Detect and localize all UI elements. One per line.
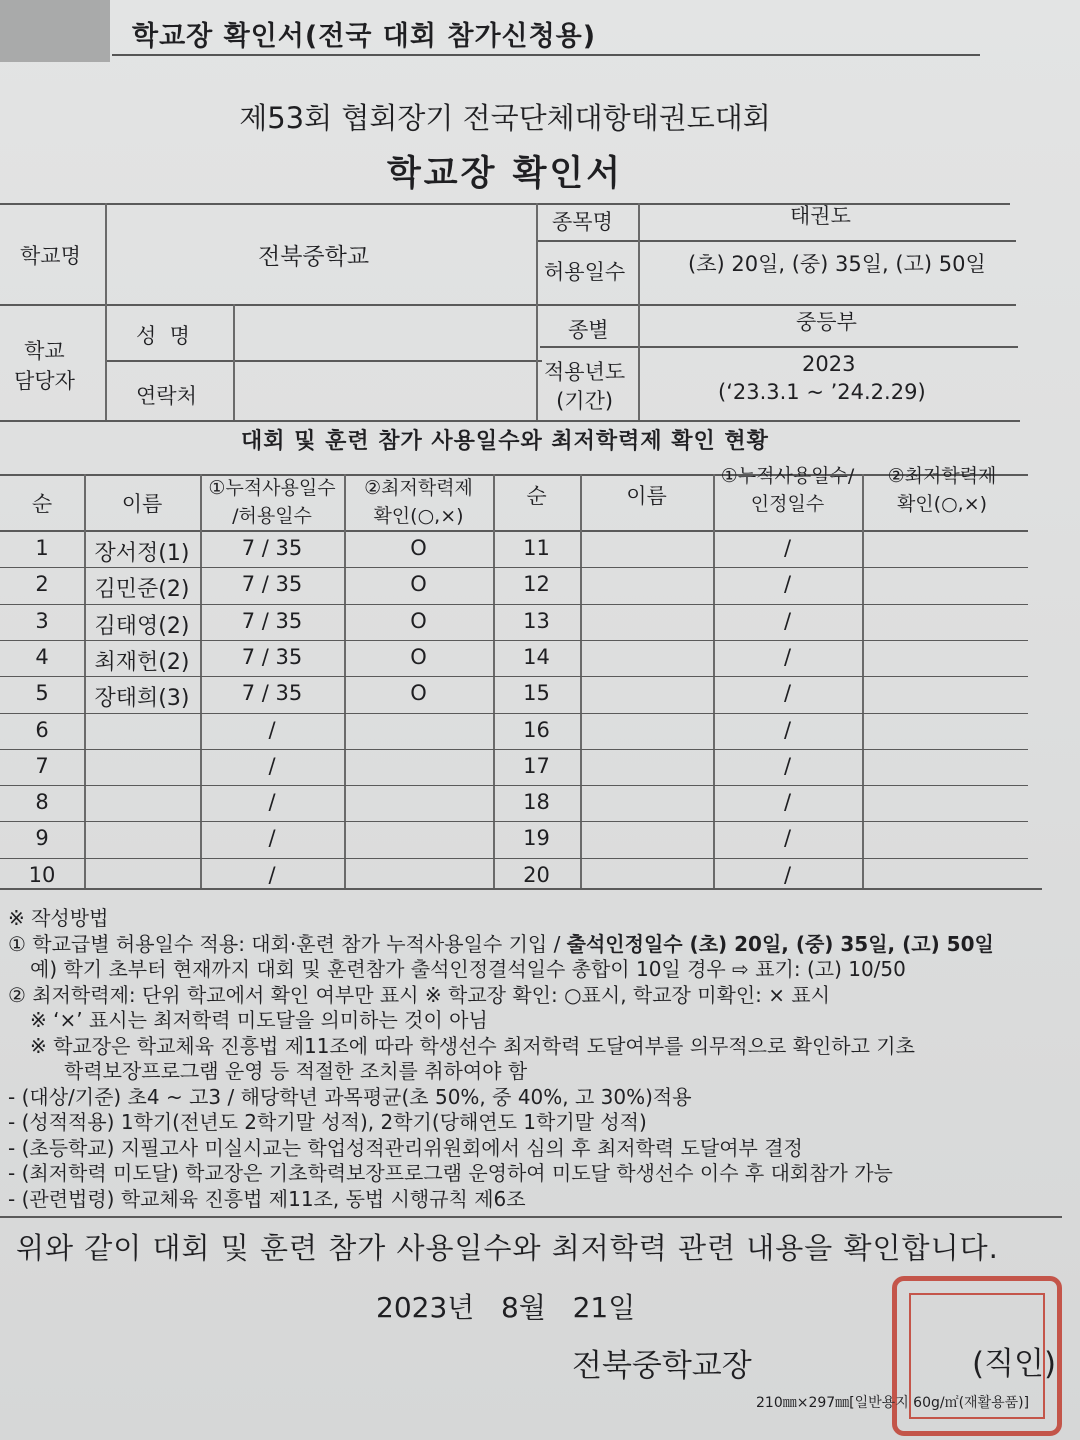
right-row-days: /	[783, 826, 792, 851]
left-row-days: /	[268, 790, 276, 815]
principal-title: 전북중학교장	[572, 1348, 752, 1384]
event-subtitle: 제53회 협회장기 전국단체대항태권도대회	[239, 101, 771, 135]
rule	[580, 474, 582, 888]
detail-3: - (초등학교) 지필고사 미실시교는 학업성적관리위원회에서 심의 후 최저학력 도달여부 결정	[8, 1135, 803, 1160]
note-1-bold: 출석인정일수 (초) 20일, (중) 35일, (고) 50일	[566, 931, 994, 956]
left-row-name: 김태영(2)	[94, 613, 190, 639]
table-row-divider	[0, 640, 493, 641]
right-row-number: 20	[523, 862, 550, 887]
seal-label: (직인)	[972, 1346, 1057, 1382]
writing-instructions	[8, 906, 1068, 1212]
detail-2: - (성적적용) 1학기(전년도 2학기말 성적), 2학기(당해연도 1학기말 성적)	[8, 1110, 647, 1134]
paper-spec: 210㎜×297㎜[일반용지 60g/㎡(재활용품)]	[756, 1395, 1030, 1411]
right-row-days: /	[783, 753, 792, 778]
left-row-days: 7 / 35	[241, 608, 303, 633]
left-row-days: /	[268, 753, 276, 778]
right-row-number: 14	[523, 644, 550, 669]
right-row-number: 11	[523, 536, 550, 560]
table-row-divider	[493, 713, 1028, 714]
left-row-number: 2	[35, 572, 49, 597]
period-value: (‘23.3.1 ~ ’24.2.29)	[718, 380, 926, 404]
right-row-number: 12	[523, 572, 550, 597]
event-label: 종목명	[552, 210, 613, 234]
rule	[0, 888, 1042, 890]
notes-heading: ※ 작성방법	[8, 906, 109, 930]
rule	[106, 360, 542, 362]
top-title: 학교장 확인서(전국 대회 참가신청용)	[132, 21, 597, 52]
left-row-check: O	[410, 644, 427, 669]
right-row-days: /	[783, 608, 792, 633]
table-row-divider	[0, 676, 493, 677]
left-row-name: 장서정(1)	[94, 541, 190, 566]
left-row-check: O	[410, 608, 427, 633]
table-row-divider	[0, 821, 493, 822]
section-title: 대회 및 훈련 참가 사용일수와 최저학력제 확인 현황	[241, 429, 769, 454]
division-label: 종별	[568, 318, 609, 342]
note-2-b2: 학력보장프로그램 운영 등 적절한 조치를 취하여야 함	[64, 1059, 528, 1083]
note-1	[8, 932, 1068, 958]
manager-name-label: 성 명	[136, 324, 190, 348]
allowed-days-label: 허용일수	[544, 260, 626, 284]
school-manager-label: 학교 담당자	[14, 339, 75, 393]
header-left-3: ②최저학력제 확인(○,×)	[364, 477, 473, 527]
table-row-divider	[493, 785, 1028, 786]
table-row-divider	[493, 567, 1028, 568]
rule	[862, 474, 864, 888]
left-row-check: O	[410, 681, 427, 706]
year-label: 적용년도 (기간)	[544, 360, 626, 413]
table-row-divider	[493, 676, 1028, 677]
rule	[0, 420, 1020, 422]
rule	[0, 1216, 1062, 1218]
left-row-name: 최재헌(2)	[94, 649, 190, 675]
rule	[536, 240, 1016, 242]
main-title: 학교장 확인서	[386, 154, 624, 194]
right-row-days: /	[783, 790, 792, 815]
left-row-days: /	[268, 862, 276, 887]
note-1-example: 예) 학기 초부터 현재까지 대회 및 훈련참가 출석인정결석일수 총합이 10일 경우 ⇨ 표기: (고) 10/50	[30, 957, 906, 981]
header-right-2: ①누적사용일수/ 인정일수	[720, 465, 855, 515]
left-row-check: O	[410, 536, 427, 560]
note-2: ② 최저학력제: 단위 학교에서 확인 여부만 표시 ※ 학교장 확인: ○표시, 학교장 미확인: × 표시	[8, 982, 831, 1007]
right-row-days: /	[783, 644, 792, 669]
right-row-number: 18	[523, 790, 550, 815]
table-row-divider	[493, 604, 1028, 605]
left-row-check: O	[410, 572, 427, 597]
table-row-divider	[0, 858, 493, 859]
header-left-2: ①누적사용일수 /허용일수	[208, 477, 336, 527]
left-row-number: 3	[35, 608, 49, 633]
left-row-days: 7 / 35	[241, 572, 303, 597]
left-row-number: 1	[35, 536, 49, 560]
header-right-0: 순	[526, 484, 547, 508]
rule	[638, 203, 640, 420]
table-row-divider	[0, 749, 493, 750]
left-row-days: 7 / 35	[241, 644, 303, 669]
left-row-number: 4	[35, 644, 49, 669]
right-row-number: 19	[523, 826, 550, 851]
note-1-text: ① 학교급별 허용일수 적용: 대회·훈련 참가 누적사용일수 기입 /	[8, 931, 567, 956]
top-title-underline	[112, 54, 980, 56]
note-2-a: ※ ‘×’ 표시는 최저학력 미도달을 의미하는 것이 아님	[30, 1008, 488, 1032]
header-right-1: 이름	[626, 484, 667, 508]
left-row-name: 김민준(2)	[94, 577, 190, 603]
table-row-divider	[0, 713, 493, 714]
right-row-number: 17	[523, 753, 550, 778]
right-row-days: /	[783, 681, 792, 706]
left-row-number: 10	[28, 862, 56, 887]
right-row-number: 16	[523, 717, 550, 742]
table-row-divider	[493, 749, 1028, 750]
issue-date: 2023년 8월 21일	[376, 1291, 636, 1324]
right-row-days: /	[783, 536, 792, 560]
rule	[0, 203, 1010, 205]
left-row-number: 7	[35, 753, 49, 778]
right-row-days: /	[783, 717, 792, 742]
rule	[540, 346, 1018, 348]
detail-5: - (관련법령) 학교체육 진흥법 제11조, 동법 시행규칙 제6조	[8, 1186, 526, 1211]
year-value: 2023	[802, 352, 856, 376]
table-row-divider	[493, 640, 1028, 641]
left-row-number: 9	[35, 826, 49, 851]
table-row-divider	[0, 567, 493, 568]
division-value: 중등부	[796, 310, 857, 334]
left-row-days: /	[268, 826, 276, 851]
detail-1: - (대상/기준) 초4 ~ 고3 / 해당학년 과목평균(초 50%, 중 40%, 고 30%)적용	[8, 1084, 692, 1109]
allowed-days-value: (초) 20일, (중) 35일, (고) 50일	[688, 252, 986, 276]
left-row-days: 7 / 35	[241, 536, 303, 560]
detail-4: - (최저학력 미도달) 학교장은 기초학력보장프로그램 운영하여 미도달 학생선수 이수 후 대회참가 가능	[8, 1161, 893, 1185]
note-2-b: ※ 학교장은 학교체육 진흥법 제11조에 따라 학생선수 최저학력 도달여부를 의무적으로 확인하고 기초	[30, 1033, 915, 1058]
left-row-number: 6	[35, 717, 49, 742]
confirmation-statement: 위와 같이 대회 및 훈련 참가 사용일수와 최저학력 관련 내용을 확인합니다.	[16, 1231, 999, 1265]
table-row-divider	[493, 858, 1028, 859]
rule	[233, 304, 235, 420]
table-row-divider	[0, 785, 493, 786]
left-row-number: 8	[35, 790, 49, 815]
right-row-days: /	[783, 572, 792, 597]
event-value: 태권도	[790, 204, 851, 228]
left-row-days: /	[268, 717, 276, 742]
right-row-days: /	[783, 862, 792, 887]
manager-contact-label: 연락처	[136, 384, 197, 408]
table-row-divider	[0, 604, 493, 605]
left-row-number: 5	[35, 681, 49, 706]
school-name-value: 전북중학교	[258, 244, 370, 270]
header-gray-band	[0, 0, 110, 62]
header-left-0: 순	[31, 492, 53, 516]
table-row-divider	[493, 821, 1028, 822]
school-name-label: 학교명	[20, 244, 81, 268]
rule	[536, 203, 538, 420]
rule	[0, 530, 1028, 532]
header-left-1: 이름	[121, 492, 163, 516]
header-right-3: ②최저학력제 확인(○,×)	[887, 465, 997, 515]
left-row-days: 7 / 35	[241, 681, 303, 706]
rule	[105, 203, 107, 420]
rule	[0, 304, 1016, 306]
right-row-number: 13	[523, 608, 550, 633]
right-row-number: 15	[523, 681, 550, 706]
left-row-name: 장태희(3)	[94, 686, 190, 712]
